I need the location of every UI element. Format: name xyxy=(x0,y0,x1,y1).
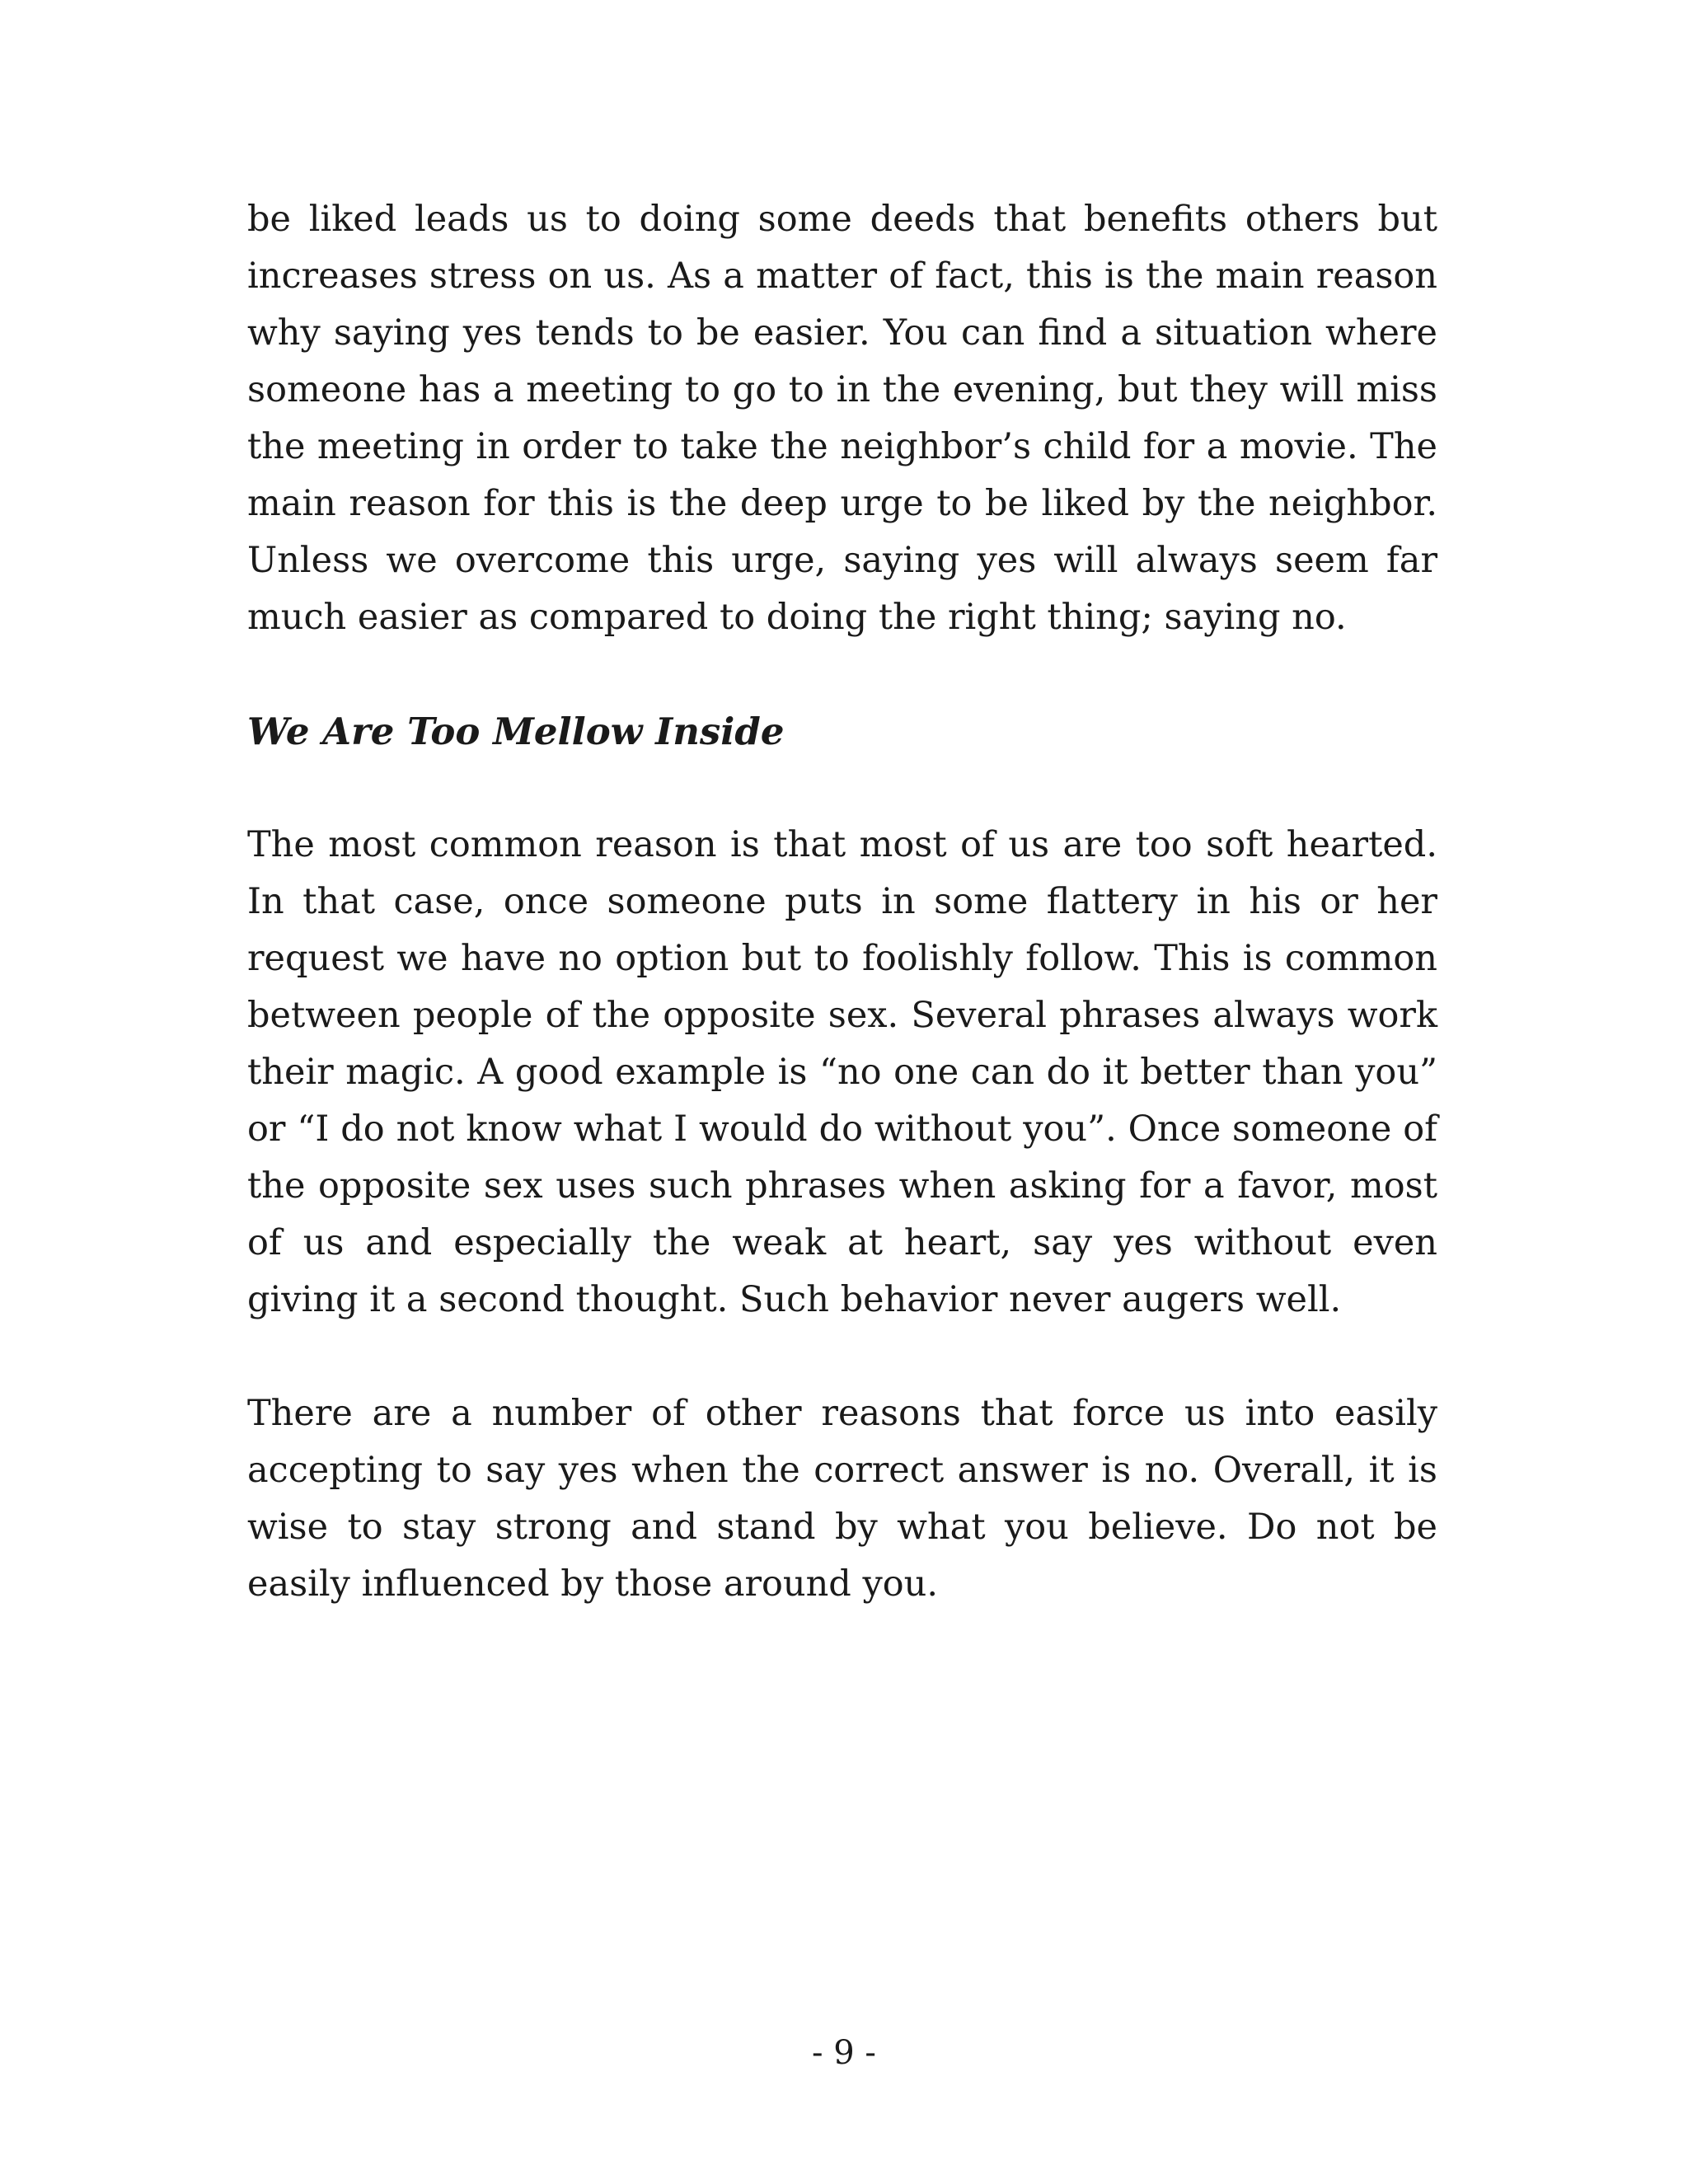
page-number: - 9 - xyxy=(812,2034,876,2072)
paragraph-continuation: be liked leads us to doing some deeds that benefits others but increases stress on us. As a matter of fact, this is the main reason why saying yes tends to be easier. You can find a situation where someone has a meeting to go to in the evening, but they will miss the meeting in order to take the neighbor’s child for a movie. The main reason for this is the deep urge to be liked by the neighbor. Unless we overcome this urge, saying yes will always seem far much easier as compared to doing the right thing; saying no. xyxy=(247,199,1437,638)
paragraph-soft-hearted: The most common reason is that most of us are too soft hearted. In that case, once someone puts in some flattery in his or her request we have no option but to foolishly follow. This is common between people of the opposite sex. Several phrases always work their magic. A good example is “no one can do it better than you” or “I do not know what I would do without you”. Once someone of the opposite sex uses such phrases when asking for a favor, most of us and especially the weak at heart, say yes without even giving it a second thought. Such behavior never augers well. xyxy=(247,824,1437,1320)
page-body xyxy=(247,191,1437,1613)
paragraph-conclusion: There are a number of other reasons that force us into easily accepting to say yes when the correct answer is no. Overall, it is wise to stay strong and stand by what you believe. Do not be easily influenced by those around you. xyxy=(247,1393,1437,1605)
section-heading: We Are Too Mellow Inside xyxy=(247,710,785,753)
